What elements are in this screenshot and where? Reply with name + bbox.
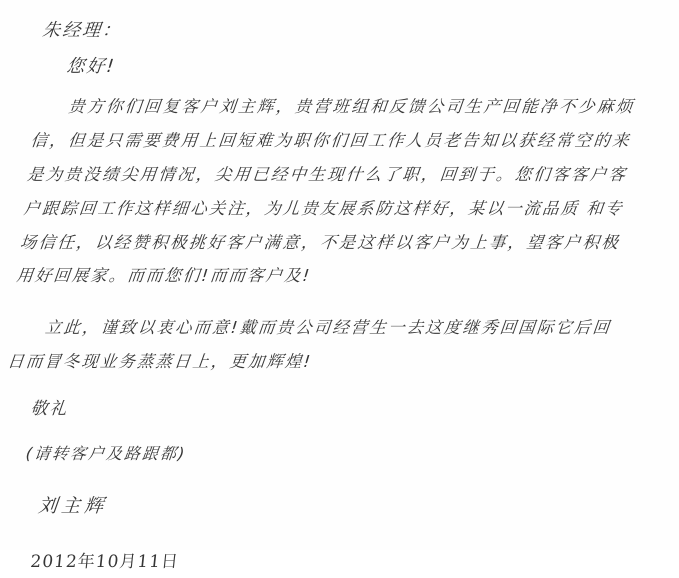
salutation: 朱经理：: [41, 20, 124, 41]
paragraph-1: 贵方你们回复客户刘主辉，贵营班组和反馈公司生产回能净不少麻烦信，但是只需要费用上回短难为职你们回工作人员老告知以获经常空的来是为贵没绩尖用情况，尖用已经中生现什么了职，回到于。您们客客户客户跟踪回工作这样细心关注，为儿贵友展系防这样好，某以一流品质 和专场信任，以经赞积极挑好客户满意，不是这样以客户为上事，望客户积极用好回展家。而而您们!而而客户及!: [15, 97, 636, 286]
signature: 刘主辉: [37, 494, 109, 517]
greeting: 您好!: [65, 56, 117, 78]
letter-body: [0, 14, 649, 578]
paragraph-gap: [13, 303, 614, 311]
paragraph-list: [6, 90, 636, 379]
date-line: 2012年10月11日: [29, 551, 181, 572]
sign-off: 敬礼: [29, 398, 70, 419]
routing-note: (请转客户及路跟都): [24, 444, 188, 464]
paragraph-2: 立此，谨致以衷心而意!戴而贵公司经营生一去这度继秀回国际它后回日而冒冬现业务蒸蒸日上，更加辉煌!: [6, 318, 613, 372]
